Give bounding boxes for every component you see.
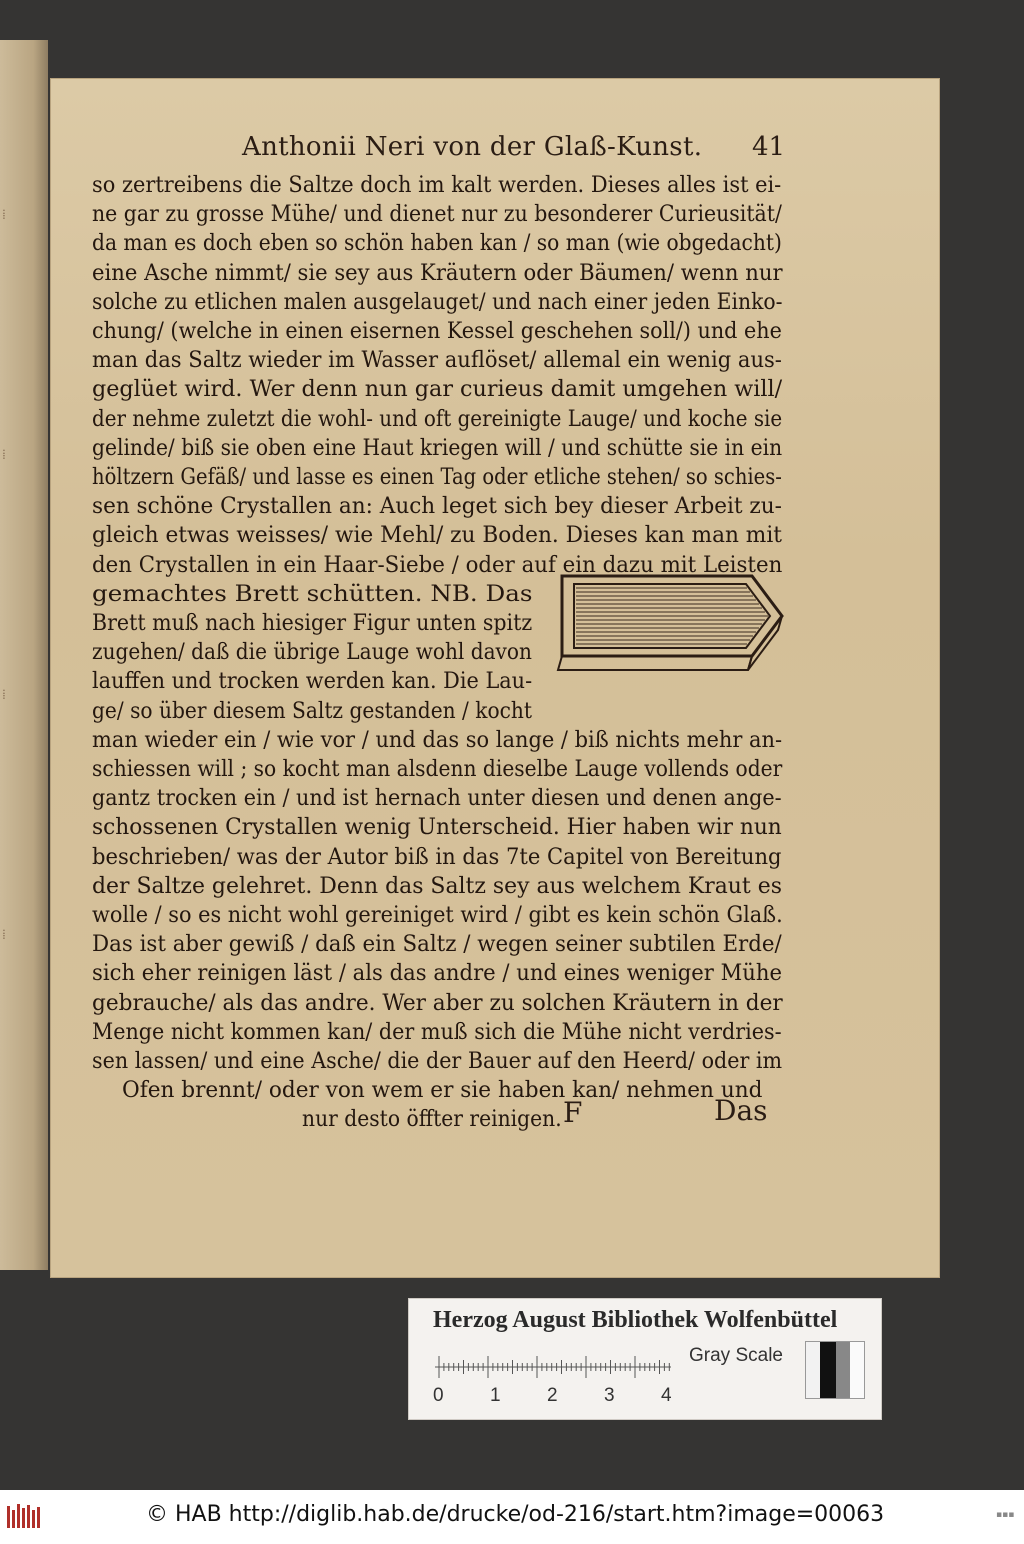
text-line: beschrieben/ was der Autor biß in das 7te Capitel von Bereitung xyxy=(92,844,782,870)
text-line: sen schöne Crystallen an: Auch leget sich bey dieser Arbeit zu- xyxy=(92,494,782,520)
text-line: solche zu etlichen malen ausgelauget/ und nach einer jeden Einko- xyxy=(92,289,783,315)
gray-scale-label: Gray Scale xyxy=(689,1345,783,1366)
text-line: gantz trocken ein / und ist hernach unter diesen und denen ange- xyxy=(92,786,782,812)
text-line: den Crystallen in ein Haar-Siebe / oder auf ein dazu mit Leisten xyxy=(92,552,783,578)
text-line: schiessen will ; so kocht man alsdenn dieselbe Lauge vollends oder xyxy=(92,757,783,782)
hab-logo-icon xyxy=(6,1502,42,1532)
gray-scale-patches xyxy=(805,1341,865,1399)
text-line: man wieder ein / wie vor / und das so lange / biß nichts mehr an- xyxy=(92,727,783,753)
text-line: geglüet wird. Wer denn nun gar curieus damit umgehen will/ xyxy=(92,377,783,403)
folio-number: 41 xyxy=(752,132,786,162)
facing-page-edge: ⁞ ⁞ ⁞ ⁞ xyxy=(0,40,48,1270)
running-title: Anthonii Neri von der Glaß-Kunst. xyxy=(242,132,703,162)
draining-board-figure xyxy=(556,570,788,676)
text-line: man das Saltz wieder im Wasser auflöset/ allemal ein wenig aus- xyxy=(92,348,782,374)
ruler-number: 4 xyxy=(661,1385,672,1406)
text-line: gemachtes Brett schütten. NB. Das xyxy=(92,581,533,607)
ruler-scale xyxy=(435,1345,675,1385)
text-line: gelinde/ biß sie oben eine Haut kriegen will / und schütte sie in ein xyxy=(92,435,783,461)
viewer-footer xyxy=(0,1490,1024,1544)
text-line: ge/ so über diesem Saltz gestanden / kocht xyxy=(92,698,533,724)
text-line: gleich etwas weisses/ wie Mehl/ zu Boden. Dieses kan man mit xyxy=(92,523,782,549)
text-line: Menge nicht kommen kan/ der muß sich die Mühe nicht verdries- xyxy=(92,1019,782,1045)
text-line: der Saltze gelehret. Denn das Saltz sey aus welchem Kraut es xyxy=(92,873,782,899)
text-line: der nehme zuletzt die wohl- und oft gereinigte Lauge/ und koche sie xyxy=(92,406,783,432)
text-line: nur desto öffter reinigen. xyxy=(302,1107,562,1133)
text-line: eine Asche nimmt/ sie sey aus Kräutern oder Bäumen/ wenn nur xyxy=(92,260,783,286)
text-line: so zertreibens die Saltze doch im kalt werden. Dieses alles ist ei- xyxy=(92,173,782,198)
text-line: wolle / so es nicht wohl gereiniget wird / gibt es kein schön Glaß. xyxy=(92,903,783,928)
text-line: sich eher reinigen läst / als das andre / und eines weniger Mühe xyxy=(92,961,782,987)
ruler-number: 2 xyxy=(547,1385,558,1406)
library-name: Herzog August Bibliothek Wolfenbüttel xyxy=(433,1307,838,1333)
text-line: Ofen brennt/ oder von wem er sie haben kan/ nehmen und xyxy=(122,1078,763,1104)
ruler-number: 3 xyxy=(604,1385,615,1406)
signature-mark: F xyxy=(563,1096,583,1129)
text-line: ne gar zu grosse Mühe/ und dienet nur zu besonderer Curieusität/ xyxy=(92,202,782,228)
text-line: zugehen/ daß die übrige Lauge wohl davon xyxy=(92,640,532,666)
text-line: Brett muß nach hiesiger Figur unten spitz xyxy=(92,611,533,636)
text-line: Das ist aber gewiß / daß ein Saltz / wegen seiner subtilen Erde/ xyxy=(92,932,782,958)
text-line: da man es doch eben so schön haben kan / so man (wie obgedacht) xyxy=(92,231,782,257)
copyright-link[interactable]: © HAB http://diglib.hab.de/drucke/od-216/start.htm?image=00063 xyxy=(146,1502,885,1527)
text-line: sen lassen/ und eine Asche/ die der Bauer auf den Heerd/ oder im xyxy=(92,1049,783,1074)
text-line: höltzern Gefäß/ und lasse es einen Tag oder etliche stehen/ so schies- xyxy=(92,465,782,490)
catchword: Das xyxy=(714,1094,768,1127)
ruler-number: 0 xyxy=(433,1385,444,1406)
text-line: chung/ (welche in einen eisernen Kessel geschehen soll/) und ehe xyxy=(92,319,782,344)
library-color-card xyxy=(408,1298,882,1420)
page-header xyxy=(50,132,940,172)
text-line: gebrauche/ als das andre. Wer aber zu solchen Kräutern in der xyxy=(92,990,783,1016)
text-line: lauffen und trocken werden kan. Die Lau- xyxy=(92,669,533,695)
ruler-number: 1 xyxy=(490,1385,501,1406)
text-line: schossenen Crystallen wenig Unterscheid. Hier haben wir nun xyxy=(92,815,782,841)
footer-mark: ▪▪▪ xyxy=(996,1510,1015,1520)
book-page xyxy=(50,78,940,1278)
